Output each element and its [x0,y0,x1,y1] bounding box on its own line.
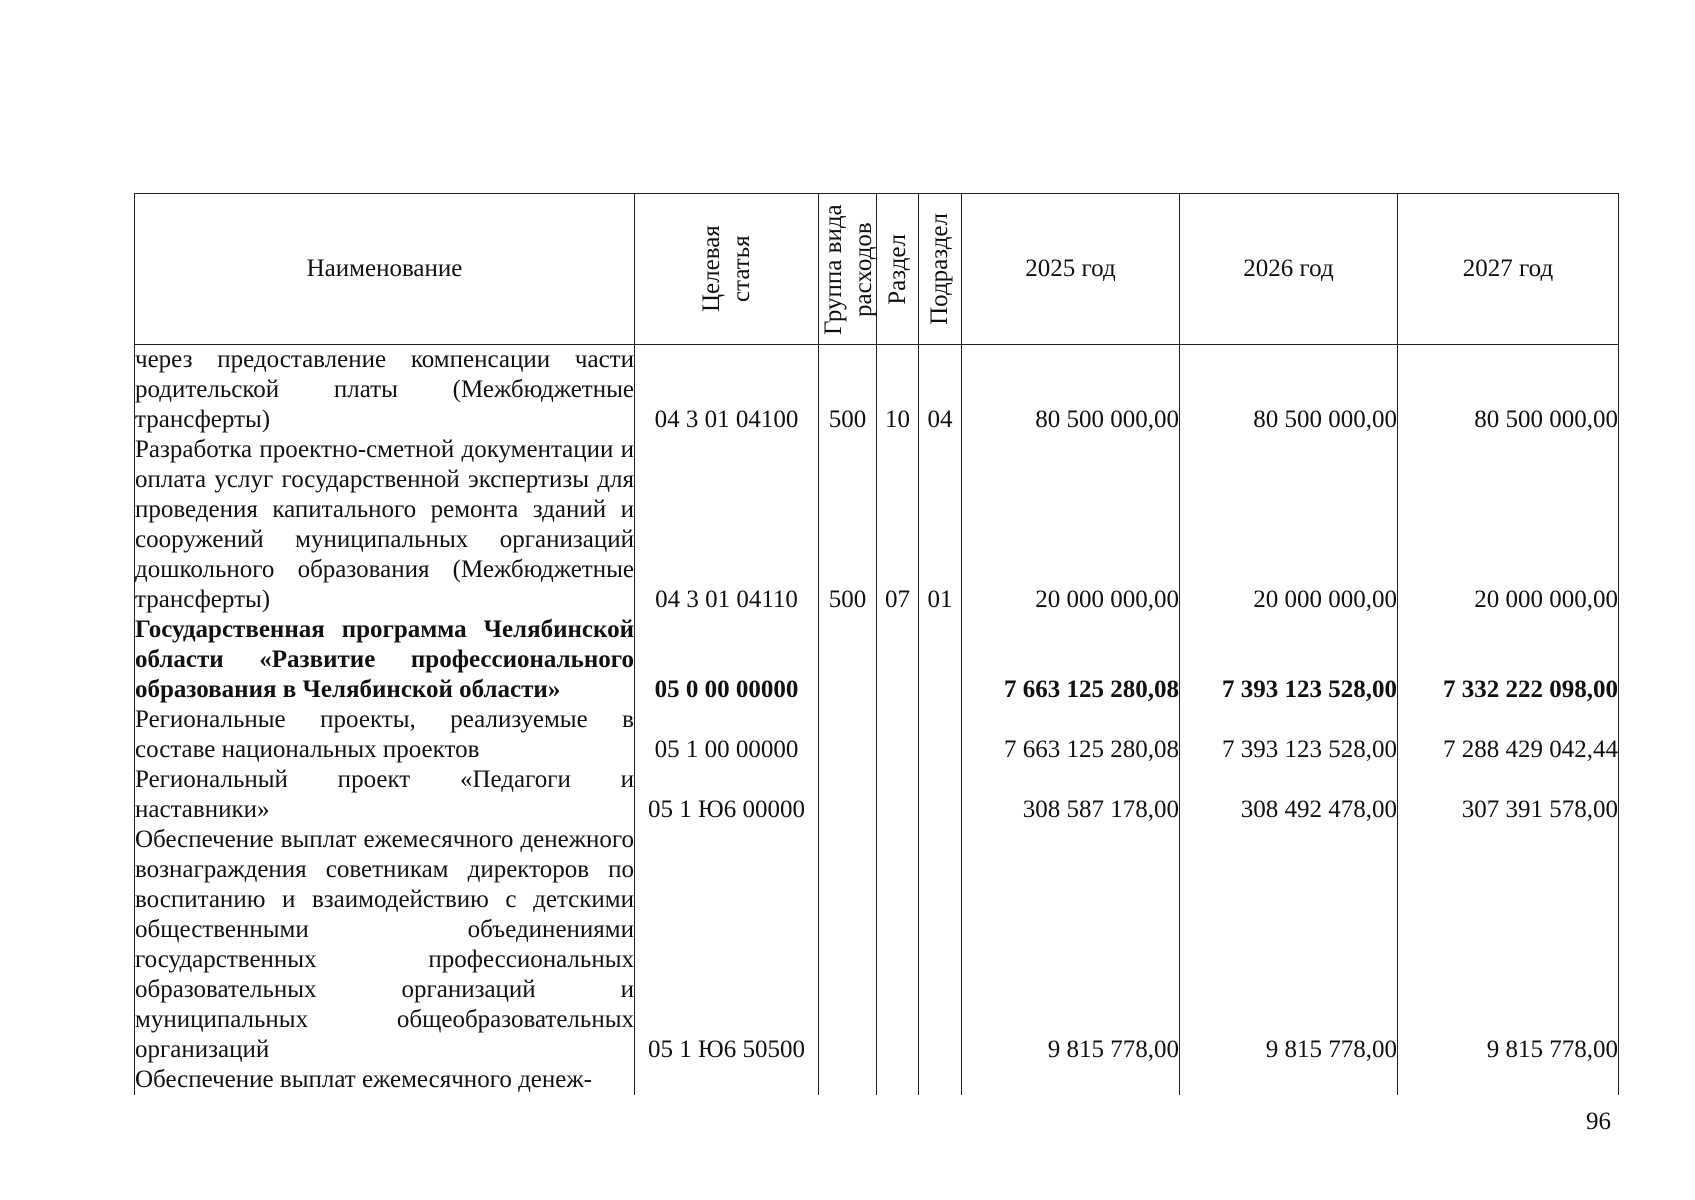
header-name: Наименование [135,194,635,345]
row-amount-2025 [962,1065,1180,1095]
row-code: 05 0 00 00000 [635,615,819,705]
header-section: Раздел [877,194,919,345]
table-row [135,1065,1619,1095]
row-section [877,765,919,825]
table-row [135,435,1619,615]
row-name: Разработка проектно-сметной документации и оплата услуг государственной экспертизы для проведения капитального ремонта зданий и сооружений муниципальных организаций дошкольного образования (Межбюджетные трансферты) [135,436,634,613]
table-row [135,705,1619,765]
row-subsection [919,765,962,825]
row-group: 500 [819,345,877,436]
row-section [877,1065,919,1095]
row-amount-2025: 7 663 125 280,08 [962,615,1180,705]
table-row [135,615,1619,705]
row-section [877,825,919,1065]
row-name: Региональные проекты, реализуемые в составе национальных проектов [135,706,634,763]
row-amount-2025: 7 663 125 280,08 [962,705,1180,765]
row-amount-2027: 9 815 778,00 [1398,825,1619,1065]
row-code: 05 1 00 00000 [635,705,819,765]
row-amount-2026: 308 492 478,00 [1180,765,1398,825]
row-subsection [919,1065,962,1095]
row-code: 04 3 01 04110 [635,435,819,615]
row-section: 07 [877,435,919,615]
row-amount-2026: 80 500 000,00 [1180,345,1398,436]
row-subsection [919,825,962,1065]
table-row [135,345,1619,436]
row-amount-2026: 7 393 123 528,00 [1180,615,1398,705]
table-header-row [135,194,1619,345]
table-row [135,825,1619,1065]
row-subsection: 04 [919,345,962,436]
row-code [635,1065,819,1095]
row-amount-2027: 7 332 222 098,00 [1398,615,1619,705]
row-group: 500 [819,435,877,615]
row-subsection [919,615,962,705]
row-amount-2027 [1398,1065,1619,1095]
header-target-article: Целевая статья [635,194,819,345]
row-amount-2026: 7 393 123 528,00 [1180,705,1398,765]
row-amount-2025: 9 815 778,00 [962,825,1180,1065]
row-section [877,615,919,705]
row-amount-2026: 9 815 778,00 [1180,825,1398,1065]
row-subsection [919,705,962,765]
row-name: Государственная программа Челябинской области «Развитие профессионального образования в Челябинской области» [135,616,634,703]
row-amount-2025: 80 500 000,00 [962,345,1180,436]
table-row [135,765,1619,825]
budget-table [134,193,1619,1095]
row-amount-2025: 20 000 000,00 [962,435,1180,615]
row-amount-2027: 20 000 000,00 [1398,435,1619,615]
row-name: Региональный проект «Педагоги и наставники» [135,766,634,823]
row-amount-2026: 20 000 000,00 [1180,435,1398,615]
row-section [877,705,919,765]
header-expense-group: Группа вида расходов [819,194,877,345]
row-code: 04 3 01 04100 [635,345,819,436]
header-year-2026: 2026 год [1180,194,1398,345]
row-group [819,705,877,765]
row-group [819,765,877,825]
row-amount-2026 [1180,1065,1398,1095]
row-group [819,825,877,1065]
row-amount-2027: 307 391 578,00 [1398,765,1619,825]
row-amount-2025: 308 587 178,00 [962,765,1180,825]
row-group [819,1065,877,1095]
row-name: через предоставление компенсации части родительской платы (Межбюджетные трансферты) [135,346,634,433]
row-group [819,615,877,705]
row-code: 05 1 Ю6 50500 [635,825,819,1065]
row-amount-2027: 80 500 000,00 [1398,345,1619,436]
header-year-2027: 2027 год [1398,194,1619,345]
row-code: 05 1 Ю6 00000 [635,765,819,825]
row-name: Обеспечение выплат ежемесячного денежного вознаграждения советникам директоров по воспитанию и взаимодействию с детскими общественными объединениями государственных профессиональных образовательных организаций и муниципальных общеобразовательных организаций [135,826,634,1063]
row-section: 10 [877,345,919,436]
row-name: Обеспечение выплат ежемесячного денеж- [135,1065,635,1095]
header-subsection: Подраздел [919,194,962,345]
row-amount-2027: 7 288 429 042,44 [1398,705,1619,765]
row-subsection: 01 [919,435,962,615]
page-number: 96 [1586,1108,1611,1135]
header-year-2025: 2025 год [962,194,1180,345]
